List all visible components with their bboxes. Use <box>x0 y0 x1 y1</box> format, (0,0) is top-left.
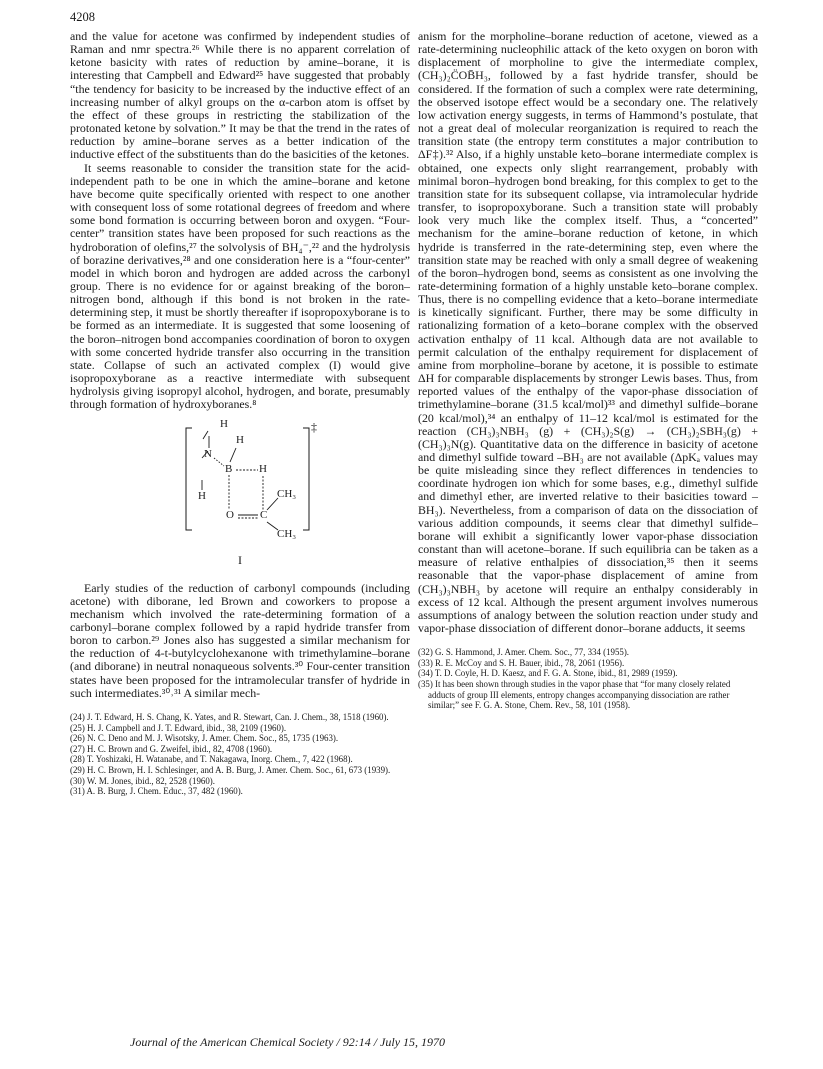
footnote: (24) J. T. Edward, H. S. Chang, K. Yates, and R. Stewart, Can. J. Chem., 38, 1518 (1960). <box>70 711 389 722</box>
footnote: (29) H. C. Brown, H. I. Schlesinger, and A. B. Burg, J. Amer. Chem. Soc., 61, 673 (1939). <box>70 764 391 775</box>
atom-h-top: H <box>220 417 228 430</box>
atom-n: N <box>204 447 212 460</box>
footnote: (25) H. J. Campbell and J. T. Edward, ibid., 38, 2109 (1960). <box>70 722 287 733</box>
atom-h-upper: H <box>236 433 244 446</box>
atom-o: O <box>226 508 234 521</box>
atom-ch3-lower: CH₃ <box>277 527 297 540</box>
figure-caption: I <box>238 552 242 567</box>
footnote: (27) H. C. Brown and G. Zweifel, ibid., 82, 4708 (1960). <box>70 743 273 754</box>
page-number: 4208 <box>70 10 95 24</box>
footnotes-right <box>418 647 758 711</box>
journal-footer: Journal of the American Chemical Society / 92:14 / July 15, 1970 <box>130 1035 446 1049</box>
footnote: (30) W. M. Jones, ibid., 82, 2528 (1960). <box>70 775 215 786</box>
atom-ch3-upper: CH₃ <box>277 487 297 500</box>
structure-figure-I <box>70 418 410 576</box>
left-column <box>70 30 410 797</box>
footnotes-left <box>70 712 410 797</box>
footnote: (32) G. S. Hammond, J. Amer. Chem. Soc., 77, 334 (1955). <box>418 647 630 658</box>
footnote: (35) It has been shown through studies in the vapor phase that “for many closely related adducts of group III elements, entropy changes accompanying dissociation are rather similar;” see F. G. A. Stone, Chem. Rev., 58, 101 (1958). <box>418 678 731 711</box>
atom-h-right: H <box>259 462 267 475</box>
footnote: (34) T. D. Coyle, H. D. Kaesz, and F. G. A. Stone, ibid., 81, 2989 (1959). <box>418 668 678 679</box>
footnote: (28) T. Yoshizaki, H. Watanabe, and T. Nakagawa, Inorg. Chem., 7, 422 (1968). <box>70 754 353 765</box>
footnote: (33) R. E. McCoy and S. H. Bauer, ibid., 78, 2061 (1956). <box>418 657 625 668</box>
atom-h-left: H <box>198 489 206 502</box>
body-paragraph: and the value for acetone was confirmed by independent studies of Raman and nmr spectra.²⁶ While there is no apparent correlation of ketone basicity with rates of reduction by amine–borane, it is interesting that Campbell and Edward²⁵ have suggested that probably “the tendency for basicity to be increased by the inductive effect of an increasing number of alkyl groups on the α-carbon atom is offset by the effect of these groups in restricting the stabilization of the protonated ketone by solvation.” It may be that the trend in the rates of reduction by amine–borane serves as a better indication of the inductive effect of the substituents than do the basicities of the ketones. <box>70 29 410 162</box>
atom-b: B <box>225 462 233 475</box>
double-dagger: ‡ <box>311 419 317 434</box>
footnote: (26) N. C. Deno and M. J. Wisotsky, J. Amer. Chem. Soc., 85, 1735 (1963). <box>70 733 339 744</box>
right-column <box>418 30 758 711</box>
body-paragraph: It seems reasonable to consider the transition state for the acid-independent path to be one in which the amine–borane and ketone have become quite specifically oriented with respect to one another with consequent loss of some rotational degrees of freedom and where some bond formation is occurring between boron and oxygen. “Four-center” transition states have been proposed for such reactions as the hydroboration of olefins,²⁷ the solvolysis of BH₄⁻,²² and the hydrolysis of borazine derivatives,²⁸ and one consideration here is a “four-center” model in which boron and hydrogen are added across the carbonyl group. There is no evidence for or against breaking of the boron–nitrogen bond, although if this bond is not broken in the rate-determining step, it must be shortly thereafter if isopropoxyborane is to be formed as an intermediate. It is suggested that some loosening of the boron–nitrogen bond accompanies coordination of boron to oxygen with some concerted hydride transfer also occurring in the transition state. Collapse of such an activated complex (I) would give isopropoxyborane as a reactive intermediate with subsequent hydrolysis giving isopropyl alcohol, hydrogen, and borate, presumably through formation of hydroxyboranes.⁸ <box>70 160 410 412</box>
footnote: (31) A. B. Burg, J. Chem. Educ., 37, 482 (1960). <box>70 786 243 797</box>
body-paragraph: anism for the morpholine–borane reduction of acetone, viewed as a rate-determining nucleophilic attack of the keto oxygen on boron with displacement of morpholine to give the intermediate complex, (CH₃)₂C̈OB̄H₃, followed by a fast hydride transfer, should be considered. If the formation of such a complex were rate determining, the observed isotope effect would be a secondary one. The relatively low activation energy suggests, in terms of Hammond’s postulate, that not a great deal of molecular reorganization is required to reach the transition state (the entropy term constitutes a major contribution to ΔF‡).³² Also, if a highly unstable keto–borane intermediate complex is obtained, one expects only slight rearrangement, probably with minimal boron–hydrogen bond breaking, for this complex to get to the transition state for its subsequent collapse, via intramolecular hydride transfer, to isopropoxyborane. Such a transition state will probably look very much like the complex itself. Thus, a “concerted” mechanism for the amine–borane reduction of ketone, in which hydride is transferred in the rate-determining step, even where the transition state may be reached with only a small degree of weakening of the boron–hydrogen bond, seems as consistent as one involving the rate-determining formation of a highly unstable keto–borane complex. Thus, there is no compelling evidence that a keto–borane intermediate is kinetically significant. Further, there may be some difficulty in rationalizing formation of a keto–borane complex with the observed activation enthalpy of 11 kcal. Although data are not available to permit calculation of the enthalpy requirement for displacement of amine from morpholine–borane by acetone, it is possible to estimate ΔH for comparable displacements by stronger Lewis bases. Thus, from reported values of the enthalpy of the vapor-phase dissociation of trimethylamine–borane (31.5 kcal/mol)³³ and dimethyl sulfide–borane (20 kcal/mol),³⁴ an enthalpy of 11–12 kcal/mol is estimated for the reaction (CH₃)₃NBH₃ (g) + (CH₃)₂S(g) → (CH₃)₂SBH₃(g) + (CH₃)₃N(g). Quantitative data on the difference in basicity of acetone and dimethyl sulfide toward –BH₃ are not available (ΔpKₐ values may be quite misleading since they reflect differences in tendencies to coordinate hydrogen ion which for some bases, e.g., dimethyl sulfide and dimethyl ether, are inverted relative to their basicities toward –BH₃). Nevertheless, from a comparison of data on the dissociation of various addition compounds, it seems clear that dimethyl sulfide–borane will exhibit a significantly lower vapor-phase dissociation constant than will acetone–borane. If such equilibria can be taken as a measure of relative enthalpies of dissociation,³⁵ then it seems reasonable that the vapor-phase displacement of amine from (CH₃)₃NBH₃ by acetone will require an enthalpy considerably in excess of 12 kcal. Although the present argument involves numerous assumptions of analogy between the solution reaction under study and vapor-phase dissociation of different donor–borane adducts, it seems <box>418 29 758 636</box>
body-paragraph: Early studies of the reduction of carbonyl compounds (including acetone) with diborane, led Brown and coworkers to propose a mechanism which involved the rate-determining formation of a carbonyl–borane complex followed by a rapid hydride transfer from boron to carbon.²⁹ Jones also has suggested a similar mechanism for the reduction of 4-t-butylcyclohexanone with trimethylamine–borane (and diborane) in neutral nonaqueous solvents.³⁰ Four-center transition states have been proposed for the intramolecular transfer of hydride in such intermediates.³⁰˒³¹ A similar mech- <box>70 580 410 700</box>
atom-c: C <box>260 508 268 521</box>
